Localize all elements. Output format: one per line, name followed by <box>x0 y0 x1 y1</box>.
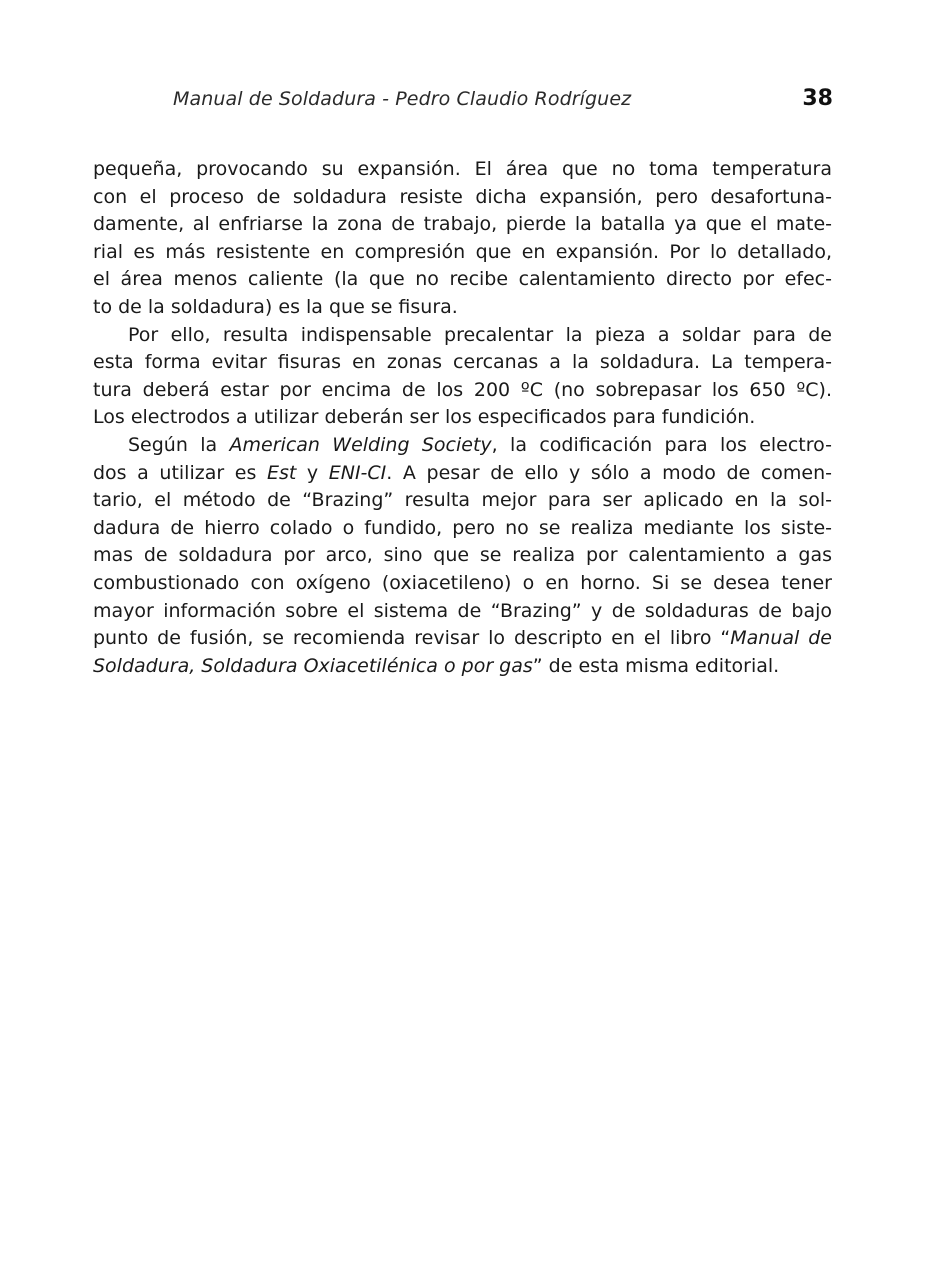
italic-book-title: Manual de <box>730 627 832 650</box>
text-line: con el proceso de soldadura resiste dicha expansión, pero desafortuna- <box>93 185 832 208</box>
text-line: damente, al enfriarse la zona de trabajo, pierde la batalla ya que el mate- <box>93 213 832 236</box>
paragraph <box>93 432 832 680</box>
text-line: combustionado con oxígeno (oxiacetileno) o en horno. Si se desea tener <box>93 571 832 594</box>
paragraph <box>93 156 832 322</box>
text-line: Soldadura, Soldadura Oxiacetilénica o por gas” de esta misma editorial. <box>93 654 780 677</box>
italic-term: Est <box>266 461 297 484</box>
text-line: esta forma evitar fisuras en zonas cercanas a la soldadura. La tempera- <box>93 351 832 374</box>
text-line: pequeña, provocando su expansión. El área que no toma temperatura <box>93 158 832 180</box>
text-line: Por ello, resulta indispensable precalentar la pieza a soldar para de <box>128 323 832 346</box>
text-line: dadura de hierro colado o fundido, pero no se realiza mediante los siste- <box>93 516 832 539</box>
text-line: mayor información sobre el sistema de “Brazing” y de soldaduras de bajo <box>93 599 832 622</box>
text-line: tario, el método de “Brazing” resulta mejor para ser aplicado en la sol- <box>93 489 832 512</box>
italic-term: American Welding Society <box>229 433 492 456</box>
text-line: to de la soldadura) es la que se fisura. <box>93 295 458 318</box>
page-number: 38 <box>802 86 833 111</box>
text-line: dos a utilizar es Est y ENI-CI. A pesar de ello y sólo a modo de comen- <box>93 461 832 484</box>
text-line: rial es más resistente en compresión que en expansión. Por lo detallado, <box>93 240 832 263</box>
body-text <box>93 156 832 680</box>
text-line: mas de soldadura por arco, sino que se realiza por calentamiento a gas <box>93 544 832 567</box>
text-line: Los electrodos a utilizar deberán ser los especificados para fundición. <box>93 406 756 429</box>
paragraph <box>93 322 832 432</box>
running-header <box>93 86 833 116</box>
text-line: Según la American Welding Society, la codificación para los electro- <box>128 433 832 456</box>
running-title: Manual de Soldadura - Pedro Claudio Rodríguez <box>173 88 632 110</box>
text-line: el área menos caliente (la que no recibe calentamiento directo por efec- <box>93 268 832 291</box>
italic-book-title: Soldadura, Soldadura Oxiacetilénica o por gas <box>93 654 533 677</box>
text-line: tura deberá estar por encima de los 200 ºC (no sobrepasar los 650 ºC). <box>93 378 832 401</box>
italic-term: ENI-CI <box>328 461 387 484</box>
text-line: punto de fusión, se recomienda revisar lo descripto en el libro “Manual de <box>93 627 832 650</box>
